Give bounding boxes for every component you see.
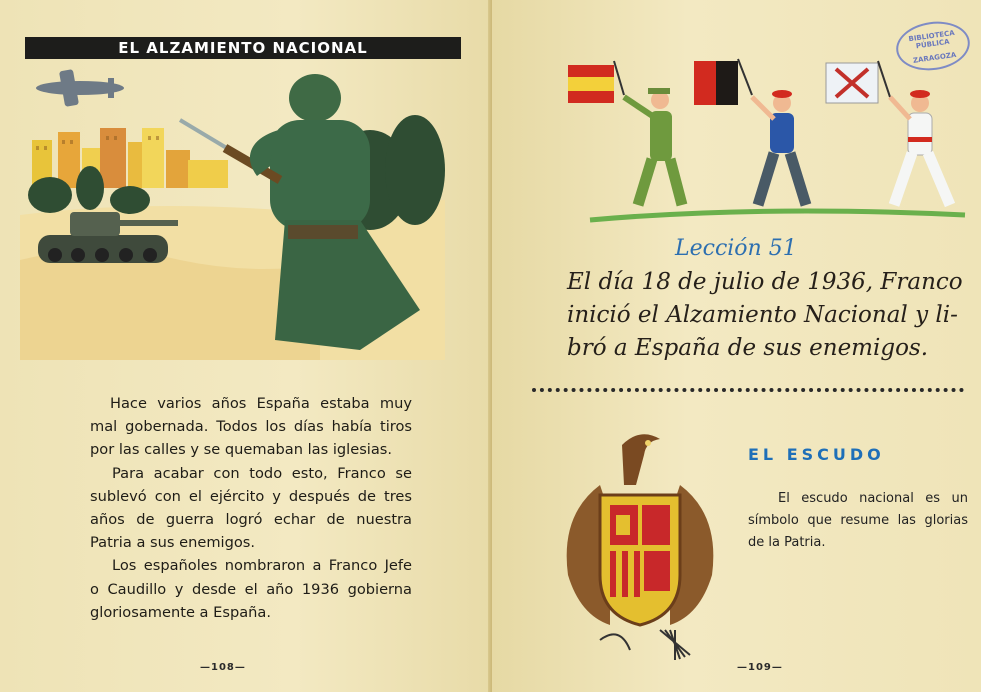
burgundy-cross-flag-icon xyxy=(826,61,890,103)
escudo-paragraph: El escudo nacional es un símbolo que resume las glorias de la Patria. xyxy=(748,491,968,550)
escudo-heading: EL ESCUDO xyxy=(748,445,885,464)
script-line: El día 18 de julio de 1936, Franco xyxy=(567,269,963,295)
body-paragraph: Los españoles nombraron a Franco Jefe o Caudillo y desde el año 1936 gobierna gloriosamente a España. xyxy=(90,557,412,621)
script-line: inició el Alzamiento Nacional y li- xyxy=(567,302,958,328)
red-black-flag-icon xyxy=(694,59,752,105)
script-line: bró a España de sus enemigos. xyxy=(567,335,929,361)
body-paragraph: Hace varios años España estaba muy mal gobernada. Todos los días había tiros por las calles y se quemaban las iglesias. xyxy=(90,395,412,459)
stamp-line: BIBLIOTECA PÚBLICA xyxy=(908,28,956,51)
soldier-figure xyxy=(624,88,682,205)
escudo-body xyxy=(748,488,968,554)
coat-of-arms-illustration xyxy=(560,425,720,665)
plane-icon xyxy=(36,69,124,107)
spain-flag-icon xyxy=(568,61,624,103)
lesson-title: Lección 51 xyxy=(675,236,797,261)
right-page-number: —109— xyxy=(737,662,783,673)
left-page-body xyxy=(90,392,412,624)
requete-figure xyxy=(890,90,950,205)
yoke-arrows-icon xyxy=(600,630,690,660)
lesson-script-text xyxy=(567,266,963,365)
falangist-figure xyxy=(752,90,806,205)
stamp-line: ZARAGOZA xyxy=(912,50,957,65)
dotted-divider xyxy=(532,388,964,392)
left-page-banner: EL ALZAMIENTO NACIONAL xyxy=(25,37,461,59)
left-page-number: —108— xyxy=(200,662,246,673)
war-illustration xyxy=(20,60,445,360)
flag-bearers-illustration xyxy=(560,55,970,225)
body-paragraph: Para acabar con todo esto, Franco se sublevó con el ejército y después de tres años de guerra logró echar de nuestra Patria a sus enemigos. xyxy=(90,464,412,552)
city-buildings xyxy=(32,128,228,188)
